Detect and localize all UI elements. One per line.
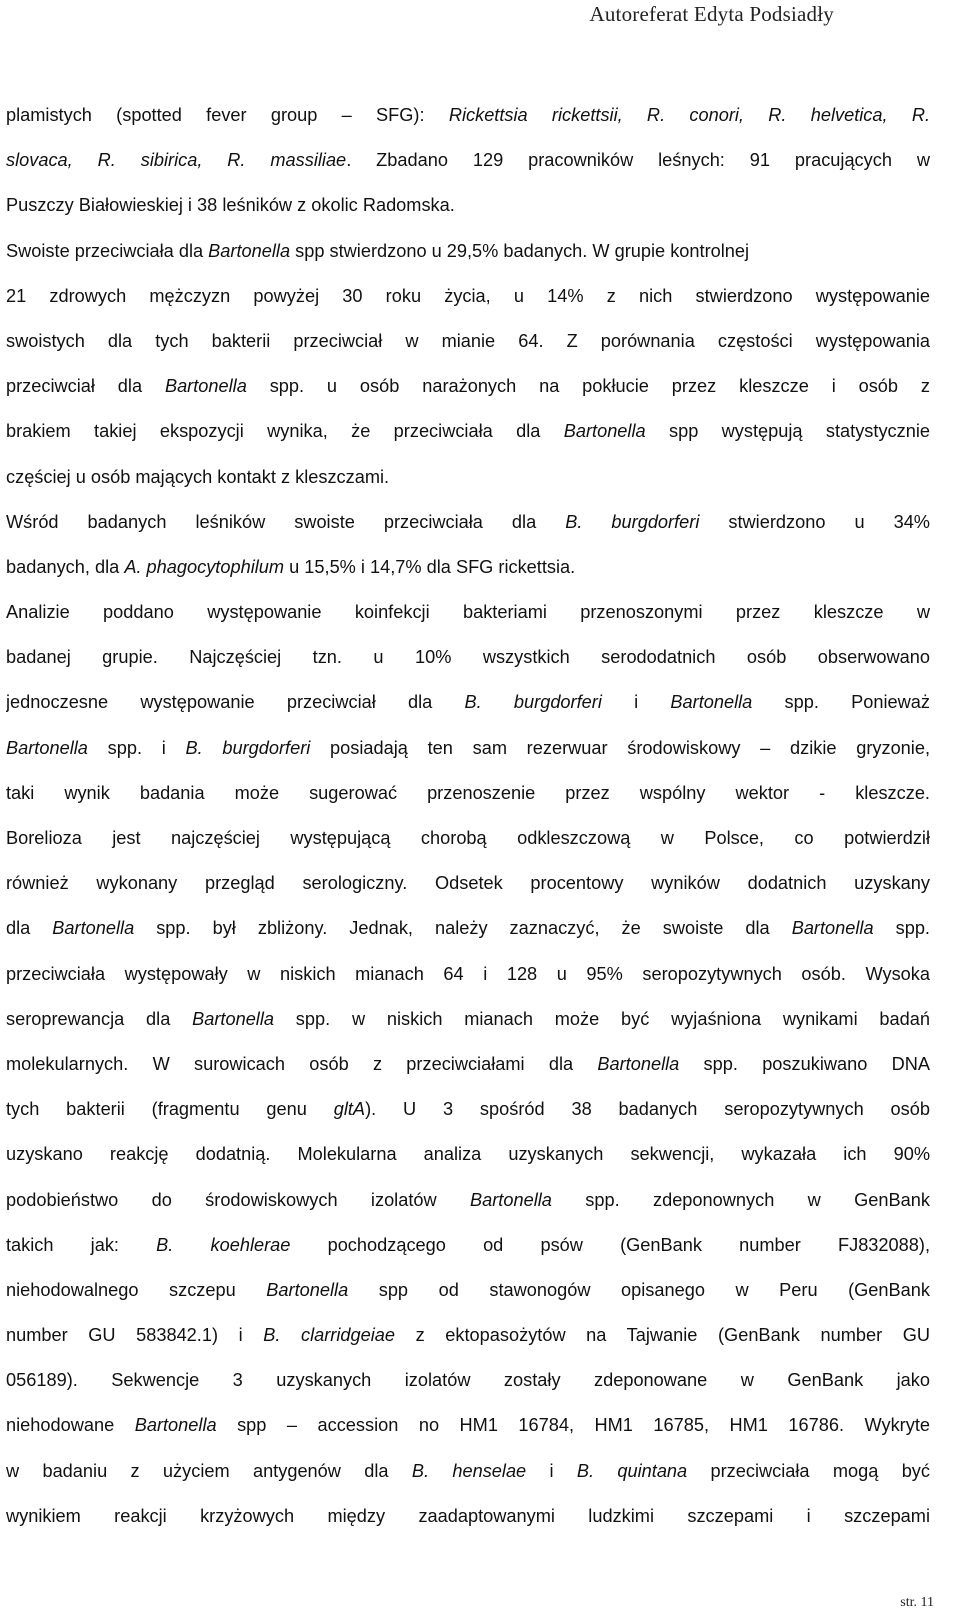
text-segment: jednoczesne występowanie przeciwciał dla (6, 692, 465, 713)
text-line (6, 952, 930, 997)
text-line (6, 274, 930, 319)
text-segment: molekularnych. W surowicach osób z przeciwciałami dla (6, 1053, 598, 1074)
text-line (6, 816, 930, 861)
text-segment: i (601, 692, 671, 713)
text-line (6, 1132, 930, 1177)
italic-term: gltA (333, 1099, 366, 1120)
text-line (6, 545, 930, 590)
text-line (6, 1449, 930, 1494)
text-line (6, 93, 930, 138)
text-segment: spp – accession no HM1 16784, HM1 16785, HM1 16786. Wykryte (216, 1415, 930, 1436)
text-line (6, 1313, 930, 1358)
text-segment: spp. (873, 918, 930, 939)
text-line (6, 861, 930, 906)
page-header-title: Autoreferat Edyta Podsiadły (589, 2, 834, 26)
italic-term: B. henselae (411, 1460, 527, 1481)
text-line (6, 1178, 930, 1223)
italic-term: Bartonella (470, 1189, 552, 1210)
document-body (6, 93, 930, 1539)
text-segment: spp. był zbliżony. Jednak, należy zaznaczyć, że swoiste dla (134, 918, 792, 939)
text-segment: ). U 3 spośród 38 badanych seropozytywnych osób (365, 1099, 930, 1120)
text-segment: brakiem takiej ekspozycji wynika, że przeciwciała dla (6, 421, 564, 442)
italic-term: B. clarridgeiae (263, 1325, 396, 1346)
text-segment: tych bakterii (fragmentu genu (6, 1099, 334, 1120)
text-segment: niehodowalnego szczepu (6, 1279, 267, 1300)
text-segment: seroprewancja dla (6, 1008, 193, 1029)
text-segment: spp. w niskich mianach może być wyjaśniona wynikami badań (274, 1008, 930, 1029)
text-line (6, 1268, 930, 1313)
text-segment: 056189). Sekwencje 3 uzyskanych izolatów zostały zdeponowane w GenBank jako (6, 1370, 930, 1391)
text-segment: takich jak: (6, 1234, 157, 1255)
text-segment: . Zbadano 129 pracowników leśnych: 91 pracujących w (346, 150, 930, 171)
text-line (6, 590, 930, 635)
text-segment: badanej grupie. Najczęściej tzn. u 10% wszystkich serododatnich osób obserwowano (6, 647, 930, 668)
text-segment: Analizie poddano występowanie koinfekcji bakteriami przenoszonymi przez kleszcze w (6, 602, 930, 623)
italic-term: B. burgdorferi (464, 692, 602, 713)
italic-term: B. burgdorferi (565, 511, 700, 532)
text-line (6, 680, 930, 725)
text-line (6, 1042, 930, 1087)
italic-term: Bartonella (563, 421, 646, 442)
text-segment: z ektopasożytów na Tajwanie (GenBank number GU (395, 1325, 930, 1346)
text-segment: wynikiem reakcji krzyżowych między zaadaptowanymi ludzkimi szczepami i szczepami (6, 1505, 930, 1526)
text-segment: posiadają ten sam rezerwuar środowiskowy – dzikie gryzonie, (310, 737, 930, 758)
text-line (6, 1358, 930, 1403)
italic-term: Bartonella (208, 240, 291, 261)
italic-term: Bartonella (266, 1279, 349, 1300)
text-segment: swoistych dla tych bakterii przeciwciał w mianie 64. Z porównania częstości występowania (6, 330, 930, 351)
text-line (6, 409, 930, 454)
italic-term: Rickettsia rickettsii, R. conori, R. helvetica, R. (448, 105, 930, 125)
italic-term: Bartonella (134, 1415, 217, 1436)
italic-term: Bartonella (192, 1008, 275, 1029)
text-segment: dla (6, 918, 53, 939)
text-segment: podobieństwo do środowiskowych izolatów (6, 1189, 470, 1210)
text-segment: pochodzącego od psów (GenBank number FJ832088), (290, 1234, 930, 1255)
text-segment: stwierdzono u 34% (699, 511, 930, 532)
text-line (6, 1403, 930, 1448)
text-segment: u 15,5% i 14,7% dla SFG rickettsia. (284, 556, 576, 577)
text-line (6, 635, 930, 680)
italic-term: B. burgdorferi (185, 737, 311, 758)
text-segment: spp. zdeponownych w GenBank (551, 1189, 930, 1210)
text-segment: spp. u osób narażonych na pokłucie przez kleszcze i osób z (246, 376, 930, 397)
text-line (6, 319, 930, 364)
text-segment: taki wynik badania może sugerować przenoszenie przez wspólny wektor - kleszcze. (6, 782, 930, 803)
text-segment: spp. poszukiwano DNA (679, 1053, 930, 1074)
text-segment: niehodowane (6, 1415, 135, 1436)
italic-term: Bartonella (791, 918, 874, 939)
italic-term: A. phagocytophilum (124, 556, 285, 577)
text-line (6, 1494, 930, 1539)
text-segment: i (526, 1460, 577, 1481)
page-number: str. 11 (900, 1595, 934, 1610)
italic-term: B. quintana (576, 1460, 688, 1481)
text-segment: również wykonany przegląd serologiczny. Odsetek procentowy wyników dodatnich uzyskany (6, 873, 930, 894)
text-segment: Swoiste przeciwciała dla (6, 240, 209, 261)
italic-term: Bartonella (164, 376, 247, 397)
text-segment: spp od stawonogów opisanego w Peru (GenBank (348, 1279, 930, 1300)
text-line (6, 726, 930, 771)
text-line (6, 771, 930, 816)
italic-term: B. koehlerae (156, 1234, 291, 1255)
text-segment: przeciwciał dla (6, 376, 165, 397)
text-line (6, 183, 930, 228)
text-segment: badanych, dla (6, 556, 125, 577)
text-segment: przeciwciała występowały w niskich mianach 64 i 128 u 95% seropozytywnych osób. Wysoka (6, 963, 930, 984)
text-segment: spp występują statystycznie (645, 421, 930, 442)
text-segment: 21 zdrowych mężczyzn powyżej 30 roku życia, u 14% z nich stwierdzono występowanie (6, 285, 930, 306)
italic-term: slovaca, R. sibirica, R. massiliae (6, 150, 347, 171)
text-line (6, 455, 930, 500)
text-line (6, 138, 930, 183)
text-line (6, 364, 930, 409)
text-segment: spp stwierdzono u 29,5% badanych. W grupie kontrolnej (290, 240, 750, 261)
italic-term: Bartonella (52, 918, 135, 939)
italic-term: Bartonella (6, 737, 88, 758)
text-segment: w badaniu z użyciem antygenów dla (6, 1460, 412, 1481)
text-segment: spp. Ponieważ (752, 692, 930, 713)
text-segment: spp. i (87, 737, 186, 758)
text-segment: Puszczy Białowieskiej i 38 leśników z okolic Radomska. (6, 195, 455, 216)
text-line (6, 906, 930, 951)
text-segment: przeciwciała mogą być (687, 1460, 930, 1481)
text-line (6, 1087, 930, 1132)
italic-term: Bartonella (670, 692, 753, 713)
text-segment: częściej u osób mających kontakt z kleszczami. (6, 466, 390, 487)
text-line (6, 997, 930, 1042)
text-segment: Wśród badanych leśników swoiste przeciwciała dla (6, 511, 566, 532)
text-segment: number GU 583842.1) i (6, 1325, 264, 1346)
text-segment: Borelioza jest najczęściej występującą chorobą odkleszczową w Polsce, co potwierdził (6, 828, 930, 848)
text-line (6, 229, 930, 274)
text-segment: uzyskano reakcję dodatnią. Molekularna analiza uzyskanych sekwencji, wykazała ich 90% (6, 1144, 930, 1165)
italic-term: Bartonella (597, 1053, 680, 1074)
text-segment: plamistych (spotted fever group – SFG): (6, 105, 449, 125)
text-line (6, 1223, 930, 1268)
text-line (6, 500, 930, 545)
